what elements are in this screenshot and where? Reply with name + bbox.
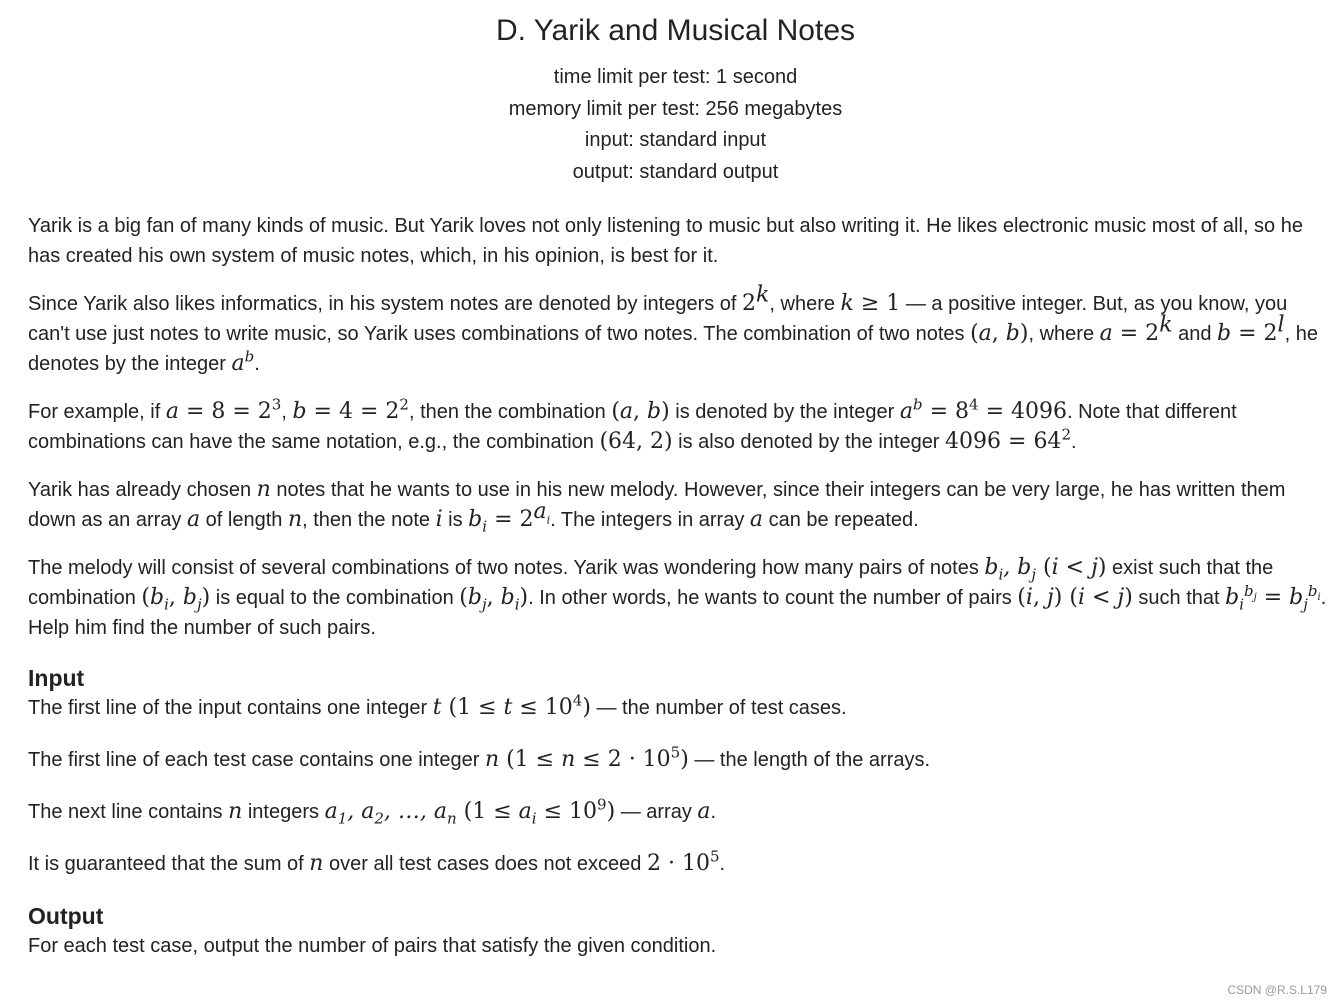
- formula: b: [292, 399, 307, 424]
- formula: ($b_i$, $b_j$): [141, 585, 211, 614]
- statement-paragraph-5: The melody will consist of several combinations of two notes. Yarik was wondering how many pairs of notes $b_i$, $b_j$ (i < j) exist such that the combination ($b_i$, $b_j$) is equal to the combination ($b_j$, $b_i$). In other words, he wants to count the number of pairs (i, j) (i < j) such that $b_i^{b_j} = b_j^{b_i}$. Help him find the number of such pairs.: [28, 555, 1327, 639]
- output-section: [28, 901, 1328, 961]
- statement-paragraph-1: Yarik is a big fan of many kinds of music. But Yarik loves not only listening to music but also writing it. He likes electronic music most of all, so he has created his own system of music notes, which, in his opinion, is best for it.: [28, 215, 1303, 267]
- formula: i: [435, 507, 443, 532]
- statement-paragraph-4: Yarik has already chosen n notes that he wants to use in his new melody. However, since their integers can be very large, he has written them down as an array a of length n, then the note i is $b_i = 2^{a_i}$. The integers in array a can be repeated.: [28, 477, 1286, 536]
- problem-statement: [28, 211, 1328, 643]
- formula: 2$^k$: [742, 282, 770, 316]
- input-line-1: The first line of the input contains one integer t $(1 \le t \le 10^4)$ — the number of test cases.: [28, 691, 847, 720]
- statement-paragraph-3: For example, if $a = 8 = 2^3$, $b = 4 = 2^2$, then the combination (a, b) is denoted by the integer $a^b = 8^4 = 4096$. Note that different combinations can have the same notation, e.g., the combination (64, 2) is also denoted by the integer $4096 = 64^2$.: [28, 395, 1237, 454]
- formula: $b_i^{b_j}$: [1225, 581, 1257, 614]
- formula: b: [1217, 321, 1232, 346]
- formula: n: [287, 507, 303, 532]
- formula: (64, 2): [599, 429, 673, 454]
- formula: (a, b): [970, 321, 1029, 346]
- formula: (i, j) (i < j): [1017, 585, 1133, 610]
- input-line-2: The first line of each test case contains one integer n $(1 \le n \le 2 \cdot 10^5)$ — the length of the arrays.: [28, 743, 931, 772]
- formula: n: [228, 799, 243, 824]
- formula: $2 \cdot 10^5$: [646, 847, 720, 876]
- formula: $b_i$, $b_j$: [984, 555, 1037, 584]
- formula: (a, b): [611, 399, 670, 424]
- formula: n: [309, 851, 324, 876]
- input-line-3: The next line contains n integers $a_1$, $a_2$, …, $a_n$ $(1 \le a_i \le 10^9)$ — array a.: [28, 795, 717, 828]
- memory-limit: memory limit per test: 256 megabytes: [508, 97, 843, 120]
- time-limit: time limit per test: 1 second: [553, 66, 798, 88]
- input-line-4: It is guaranteed that the sum of n over all test cases does not exceed $2 \cdot 10^5$.: [28, 847, 726, 876]
- csdn-watermark: CSDN @R.S.L179: [1227, 983, 1327, 997]
- formula: $a^b$: [899, 395, 923, 424]
- problem-page: [28, 0, 1328, 961]
- formula: k: [840, 291, 854, 316]
- problem-header: [28, 14, 1323, 188]
- formula: a: [697, 799, 711, 824]
- formula: a: [749, 507, 764, 532]
- input-title: Input: [28, 665, 85, 691]
- formula: n: [484, 747, 500, 772]
- formula: $4096 = 64^2$: [945, 425, 1071, 454]
- formula: n: [256, 477, 271, 502]
- formula: $b_i$: [468, 507, 488, 536]
- output-text: For each test case, output the number of pairs that satisfy the given condition.: [28, 935, 717, 957]
- statement-paragraph-2: Since Yarik also likes informatics, in his system notes are denoted by integers of 2$^k$, where k ≥ 1 — a positive integer. But, as you know, you can't use just notes to write music, so Yarik uses combinations of two notes. The combination of two notes (a, b), where $a = 2^k$ and $b = 2^l$, he denotes by the integer $a^b$.: [28, 282, 1318, 376]
- formula: ($b_j$, $b_i$): [459, 585, 529, 614]
- formula: t: [432, 695, 442, 720]
- formula: $a^b$: [231, 347, 255, 376]
- formula: a: [1099, 321, 1113, 346]
- input-spec: input: standard input: [584, 129, 767, 151]
- output-title: Output: [28, 903, 104, 929]
- formula: a: [165, 399, 179, 424]
- formula: a: [186, 507, 201, 532]
- formula: $a_1$, $a_2$, …, $a_n$: [324, 799, 457, 828]
- input-section: [28, 663, 1328, 879]
- output-spec: output: standard output: [572, 160, 779, 183]
- problem-title: D. Yarik and Musical Notes: [495, 14, 856, 47]
